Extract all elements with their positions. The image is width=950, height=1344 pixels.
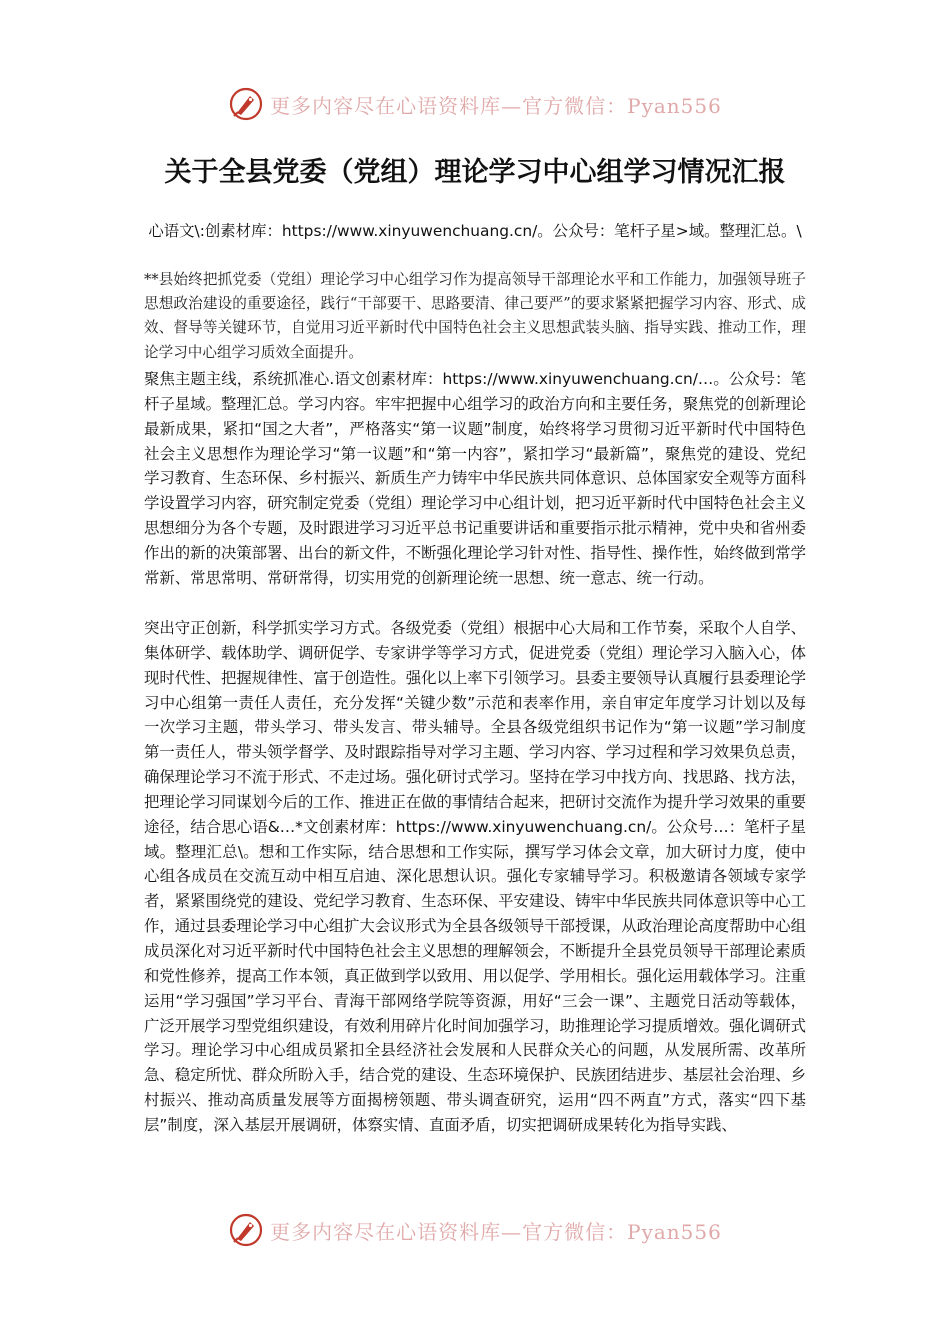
section-paragraph: 突出守正创新，科学抓实学习方式。各级党委（党组）根据中心大局和工作节奏，采取个人自学、集体研学、载体助学、调研促学、专家讲学等学习方式，促进党委（党组）理论学习入脑入心，体现时代性、把握规律性、富于创造性。强化以上率下引领学习。县委主要领导认真履行县委理论学习中心组第一责任人责任，充分发挥“关键少数”示范和表率作用，亲自审定年度学习计划以及每一次学习主题，带头学习、带头发言、带头辅导。全县各级党组织书记作为“第一议题”学习制度第一责任人，带头领学督学、及时跟踪指导对学习主题、学习内容、学习过程和学习效果负总责，确保理论学习不流于形式、不走过场。强化研讨式学习。坚持在学习中找方向、找思路、找方法，把理论学习同谋划今后的工作、推进正在做的事情结合起来，把研讨交流作为提升学习效果的重要途径，结合思心语&…*文创素材库：https://www.xinyuwenchuang.cn/。公众号…：笔杆子星域。整理汇总\。想和工作实际，结合思想和工作实际，撰写学习体会文章，加大研讨力度，使中心组各成员在交流互动中相互启迪、深化思想认识。强化专家辅导学习。积极邀请各领域专家学者，紧紧围绕党的建设、党纪学习教育、生态环保、平安建设、铸牢中华民族共同体意识等中心工作，通过县委理论学习中心组扩大会议形式为全县各级领导干部授课，从政治理论高度帮助中心组成员深化对习近平新时代中国特色社会主义思想的理解领会，不断提升全县党员领导干部理论素质和党性修养，提高工作本领，真正做到学以致用、用以促学、学用相长。强化运用载体学习。注重运用“学习强国”学习平台、青海干部网络学院等资源，用好“三会一课”、主题党日活动等载体，广泛开展学习型党组织建设，有效利用碎片化时间加强学习，助推理论学习提质增效。强化调研式学习。理论学习中心组成员紧扣全县经济社会发展和人民群众关心的问题，从发展所需、改革所急、稳定所忧、群众所盼入手，结合党的建设、生态环境保护、民族团结进步、基层社会治理、乡村振兴、推动高质量发展等方面揭榜领题、带头调查研究，运用“四不两直”方式，落实“四下基层”制度，深入基层开展调研，体察实情、直面矛盾，切实把调研成果转化为指导实践、 (144, 619, 806, 1134)
section-paragraph: 聚焦主题主线，系统抓准心.语文创素材库：https://www.xinyuwenchuang.cn/…。公众号：笔杆子星域。整理汇总。学习内容。牢牢把握中心组学习的政治方向和主要任务，聚焦党的创新理论最新成果，紧扣“国之大者”，严格落实“第一议题”制度，始终将学习贯彻习近平新时代中国特色社会主义思想作为理论学习“第一议题”和“第一内容”，紧扣学习“最新篇”，聚焦党的建设、党纪学习教育、生态环保、乡村振兴、新质生产力铸牢中华民族共同体意识、总体国家安全观等方面科学设置学习内容，研究制定党委（党组）理论学习中心组计划，把习近平新时代中国特色社会主义思想细分为各个专题，及时跟进学习习近平总书记重要讲话和重要指示批示精神，党中央和省州委作出的新的决策部署、出台的新文件，不断强化理论学习针对性、指导性、操作性，始终做到常学常新、常思常明、常研常得，切实用党的创新理论统一思想、统一意志、统一行动。 (144, 370, 806, 587)
page-title: 关于全县党委（党组）理论学习中心组学习情况汇报 (164, 157, 786, 188)
source-line: 心语文\:创素材库：https://www.xinyuwenchuang.cn/。公众号：笔杆子星>域。整理汇总。\ (148, 222, 802, 240)
footer-banner (0, 1208, 950, 1252)
banner-text: 更多内容尽在心语资料库—官方微信：Pyan556 (270, 93, 722, 118)
header-banner (0, 82, 950, 126)
intro-paragraph: **县始终把抓党委（党组）理论学习中心组学习作为提高领导干部理论水平和工作能力，加强领导班子思想政治建设的重要途径，践行“干部要干、思路要清、律己要严”的要求紧紧把握学习内容、形式、成效、督导等关键环节，自觉用习近平新时代中国特色社会主义思想武装头脑、指导实践、推动工作，理论学习中心组学习质效全面提升。 (144, 271, 806, 361)
pen-nib-circle-icon (228, 86, 264, 122)
section-study-methods (144, 616, 806, 1138)
section-content-focus (144, 367, 806, 591)
banner-text: 更多内容尽在心语资料库—官方微信：Pyan556 (270, 1219, 722, 1244)
pen-nib-circle-icon (228, 1212, 264, 1248)
